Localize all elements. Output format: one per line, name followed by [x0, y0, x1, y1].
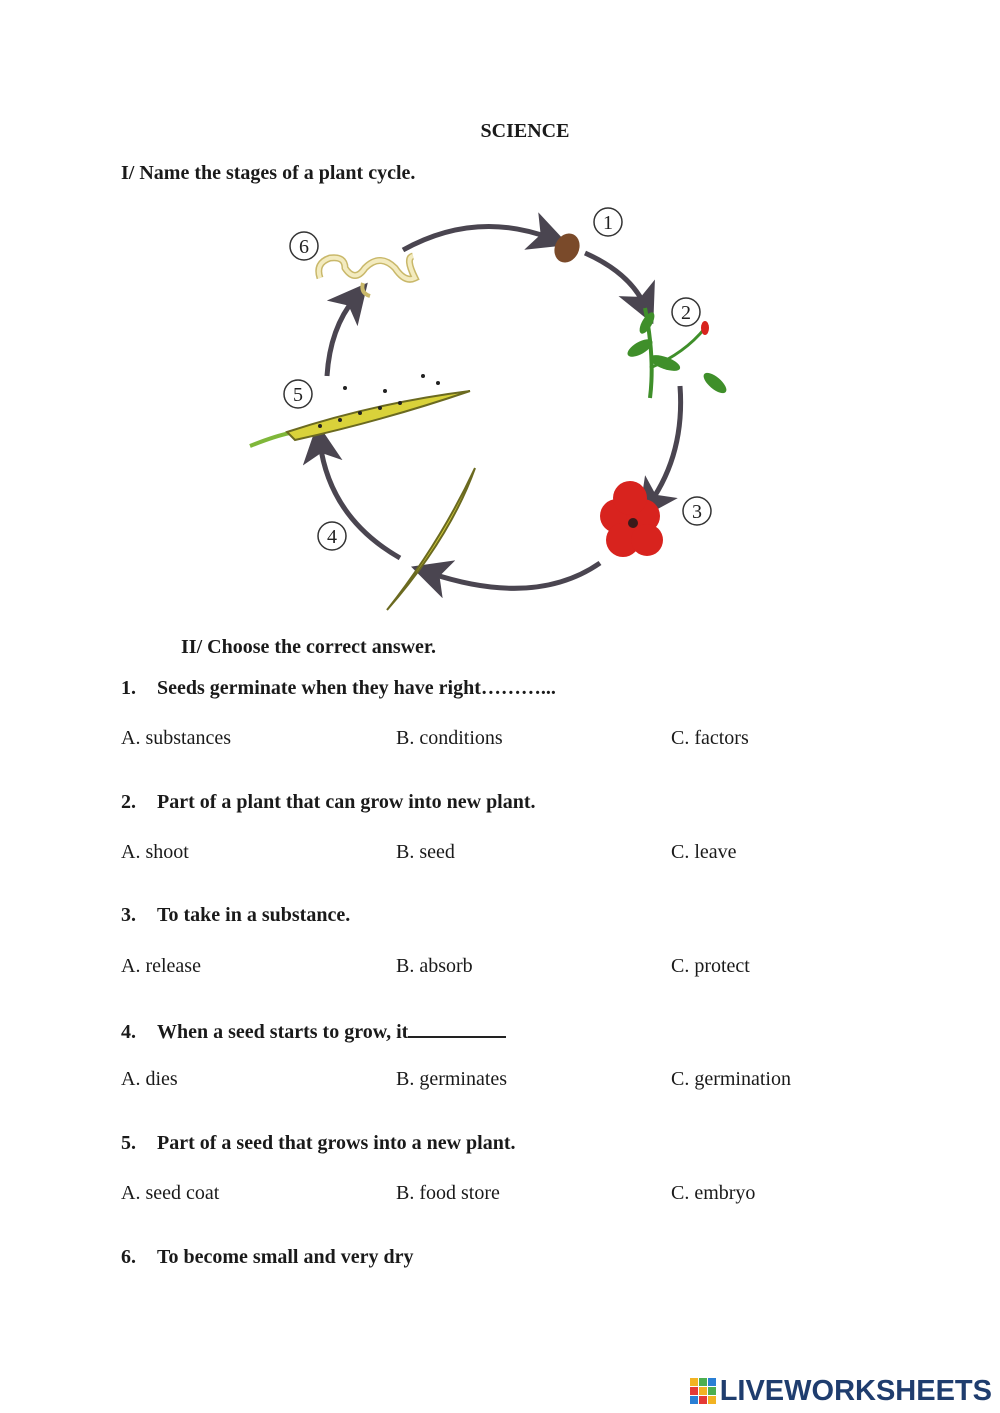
flower-icon: [600, 481, 663, 557]
question-2: [121, 791, 536, 814]
question-text: When a seed starts to grow, it: [157, 1021, 409, 1043]
question-6: [121, 1246, 413, 1269]
question-3: [121, 904, 350, 927]
q4-option-c[interactable]: C. germination: [671, 1068, 791, 1090]
liveworksheets-logo-icon: [690, 1378, 716, 1404]
question-text: To take in a substance.: [157, 904, 351, 926]
q1-option-c[interactable]: C. factors: [671, 727, 749, 749]
page-title: SCIENCE: [480, 120, 570, 142]
stage-number-5: [284, 380, 312, 408]
question-number: 6.: [121, 1246, 136, 1268]
open-pod-icon: [250, 374, 470, 446]
question-number: 1.: [121, 677, 136, 699]
svg-text:3: 3: [692, 501, 702, 523]
answer-blank[interactable]: [408, 1018, 506, 1038]
svg-text:2: 2: [681, 302, 691, 324]
arrow-5-to-6: [327, 298, 355, 376]
sprout-icon: [319, 256, 415, 296]
question-number: 5.: [121, 1132, 136, 1154]
q1-option-a[interactable]: A. substances: [121, 727, 231, 749]
svg-text:1: 1: [603, 212, 613, 234]
question-1: [121, 677, 556, 700]
question-number: 2.: [121, 791, 136, 813]
question-text: Part of a seed that grows into a new plant.: [157, 1132, 516, 1154]
q3-option-c[interactable]: C. protect: [671, 955, 750, 977]
stage-number-4: [318, 522, 346, 550]
q5-option-c[interactable]: C. embryo: [671, 1182, 756, 1204]
arrow-6-to-1: [403, 226, 550, 250]
question-text: Seeds germinate when they have right………...: [157, 677, 556, 699]
question-text: Part of a plant that can grow into new plant.: [157, 791, 536, 813]
stage-number-1: [594, 208, 622, 236]
question-text: To become small and very dry: [157, 1246, 414, 1268]
question-5: [121, 1132, 516, 1155]
seed-pod-icon: [387, 468, 475, 610]
q4-option-b[interactable]: B. germinates: [396, 1068, 508, 1090]
question-4: [121, 1018, 506, 1044]
stage-number-6: [290, 232, 318, 260]
svg-text:6: 6: [299, 236, 309, 258]
liveworksheets-logo[interactable]: [690, 1376, 992, 1406]
stage-number-2: [672, 298, 700, 326]
q5-option-a[interactable]: A. seed coat: [121, 1182, 220, 1204]
section-1-heading: I/ Name the stages of a plant cycle.: [121, 162, 416, 184]
arrow-3-to-4: [430, 563, 600, 588]
q3-option-a[interactable]: A. release: [121, 955, 201, 977]
q2-option-b[interactable]: B. seed: [396, 841, 455, 863]
arrow-1-to-2: [585, 253, 645, 306]
question-number: 3.: [121, 904, 136, 926]
question-number: 4.: [121, 1021, 136, 1043]
q3-option-b[interactable]: B. absorb: [396, 955, 473, 977]
svg-text:5: 5: [293, 384, 303, 406]
stage-number-3: [683, 497, 711, 525]
q4-option-a[interactable]: A. dies: [121, 1068, 178, 1090]
arrow-2-to-3: [650, 386, 681, 503]
q1-option-b[interactable]: B. conditions: [396, 727, 503, 749]
plant-cycle-diagram: [245, 198, 745, 618]
q5-option-b[interactable]: B. food store: [396, 1182, 500, 1204]
section-2-heading: II/ Choose the correct answer.: [181, 636, 436, 658]
q2-option-c[interactable]: C. leave: [671, 841, 737, 863]
logo-text: LIVEWORKSHEETS: [719, 1374, 992, 1407]
q2-option-a[interactable]: A. shoot: [121, 841, 189, 863]
svg-text:4: 4: [327, 526, 337, 548]
seed-icon: [550, 229, 584, 266]
